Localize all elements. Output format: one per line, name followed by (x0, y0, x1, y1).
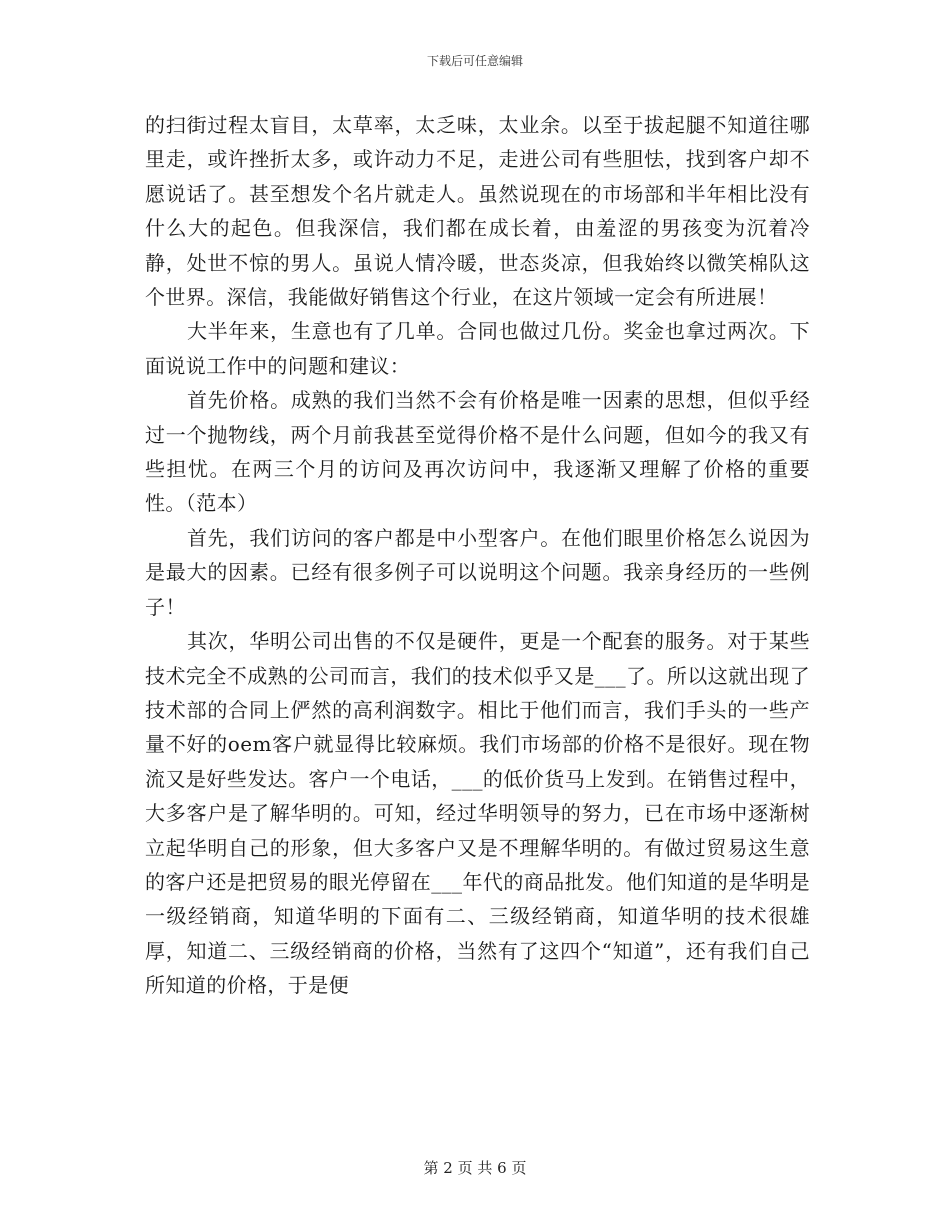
page-header: 下载后可任意编辑 (426, 54, 523, 68)
paragraph-1: 的扫街过程太盲目，太草率，太乏味，太业余。以至于拔起腿不知道往哪里走，或许挫折太多，或许动力不足，走进公司有些胆怯，找到客户却不愿说话了。甚至想发个名片就走人。虽然说现在的市场部和半年相比没有什么大的起色。但我深信，我们都在成长着，由羞涩的男孩变为沉着冷静，处世不惊的男人。虽说人情冷暖，世态炎凉，但我始终以微笑棉队这个世界。深信，我能做好销售这个行业，在这片领域一定会有所进展！ (145, 113, 810, 310)
paragraph-2: 大半年来，生意也有了几单。合同也做过几份。奖金也拿过两次。下面说说工作中的问题和建议： (145, 319, 810, 378)
paragraph-4: 首先，我们访问的客户都是中小型客户。在他们眼里价格怎么说因为是最大的因素。已经有很多例子可以说明这个问题。我亲身经历的一些例子！ (145, 525, 810, 619)
paragraph-5: 其次，华明公司出售的不仅是硬件，更是一个配套的服务。对于某些技术完全不成熟的公司而言，我们的技术似乎又是___了。所以这就出现了技术部的合同上俨然的高利润数字。相比于他们而言，我们手头的一些产量不好的oem客户就显得比较麻烦。我们市场部的价格不是很好。现在物流又是好些发达。客户一个电话，___的低价货马上发到。在销售过程中，大多客户是了解华明的。可知，经过华明领导的努力，已在市场中逐渐树立起华明自己的形象，但大多客户又是不理解华明的。有做过贸易这生意的客户还是把贸易的眼光停留在___年代的商品批发。他们知道的是华明是一级经销商，知道华明的下面有二、三级经销商，知道华明的技术很雄厚，知道二、三级经销商的价格，当然有了这四个“知道”，还有我们自己所知道的价格，于是便 (145, 629, 810, 998)
paragraph-3: 首先价格。成熟的我们当然不会有价格是唯一因素的思想，但似乎经过一个抛物线，两个月前我甚至觉得价格不是什么问题，但如今的我又有些担忧。在两三个月的访问及再次访问中，我逐渐又理解了价格的重要性。（范本） (145, 388, 810, 516)
document-body (145, 108, 810, 1003)
page-number-footer: 第 2 页 共 6 页 (423, 1159, 527, 1177)
